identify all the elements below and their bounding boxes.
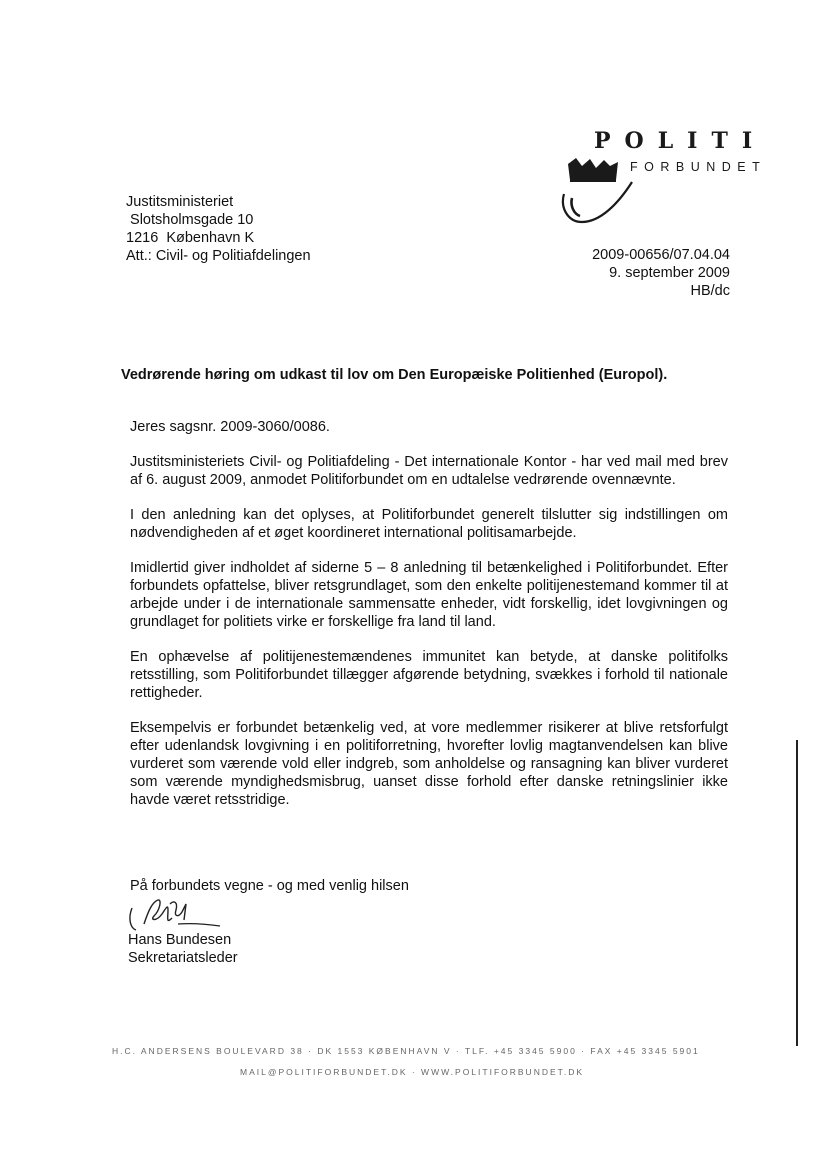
address-line: 1216 København K: [126, 230, 255, 246]
recipient-address: [126, 193, 311, 265]
subject-heading: Vedrørende høring om udkast til lov om Den Europæiske Politienhed (Europol).: [121, 367, 668, 383]
body-paragraph: Imidlertid giver indholdet af siderne 5 – 8 anledning til betænkelighed i Politiforbundet. Efter forbundets opfattelse, bliver retsgrundlaget, som den enkelte politijenestemand kommer til at arbejde under i de internationale sammensatte enheder, vidt forskellig, idet lovgivningen og grundlaget for politiets virke er forskellige fra land til land.: [130, 560, 728, 630]
closing-line: På forbundets vegne - og med venlig hilsen: [130, 878, 409, 894]
address-line: Justitsministeriet: [126, 194, 234, 210]
initials: HB/dc: [690, 283, 730, 299]
signer-name: Hans Bundesen: [128, 932, 232, 948]
case-number: 2009-00656/07.04.04: [592, 247, 730, 263]
letterhead-logo-subtitle: FORBUNDET: [630, 160, 767, 174]
letter-body: [130, 418, 728, 826]
body-paragraph: En ophævelse af politijenestemændenes immunitet kan betyde, at danske politifolks retsstilling, som Politiforbundet tillægger afgørende betydning, svækkes i forhold til nationale rettigheder.: [130, 649, 728, 701]
body-paragraph: Justitsministeriets Civil- og Politiafdeling - Det internationale Kontor - har ved mail med brev af 6. august 2009, anmodet Politiforbundet om en udtalelse vedrørende ovennævnte.: [130, 454, 728, 488]
body-paragraph: Eksempelvis er forbundet betænkelig ved, at vore medlemmer risikerer at blive retsforfulgt efter udenlandsk lovgivning i en politiforretning, hvorefter lovlig magtanvendelsen kan blive vurderet som værende vold eller indgreb, som anholdelse og ransagning kan bliver vurderet som værende myndighedsmisbrug, uanset disse forhold efter danske retningslinier ikke havde været retsstridige.: [130, 720, 728, 808]
police-crown-emblem-icon: [556, 156, 636, 228]
letterhead-logo-word: POLITI: [594, 128, 767, 154]
address-line: Slotsholmsgade 10: [126, 212, 254, 228]
footer-address: H.C. ANDERSENS BOULEVARD 38 · DK 1553 KØBENHAVN V · TLF. +45 3345 5900 · FAX +45 3345 5901: [112, 1046, 700, 1056]
address-line: Att.: Civil- og Politiafdelingen: [126, 248, 311, 264]
reference-block: [592, 246, 730, 300]
letter-date: 9. september 2009: [609, 265, 730, 281]
body-paragraph: I den anledning kan det oplyses, at Politiforbundet generelt tilslutter sig indstillingen om nødvendigheden af et øget koordineret international politisamarbejde.: [130, 507, 728, 541]
signer-block: [128, 931, 238, 967]
scan-artifact-line: [796, 740, 798, 1046]
body-paragraph: Jeres sagsnr. 2009-3060/0086.: [130, 419, 330, 435]
signer-title: Sekretariatsleder: [128, 950, 238, 966]
footer-contact: MAIL@POLITIFORBUNDET.DK · WWW.POLITIFORBUNDET.DK: [240, 1067, 585, 1077]
